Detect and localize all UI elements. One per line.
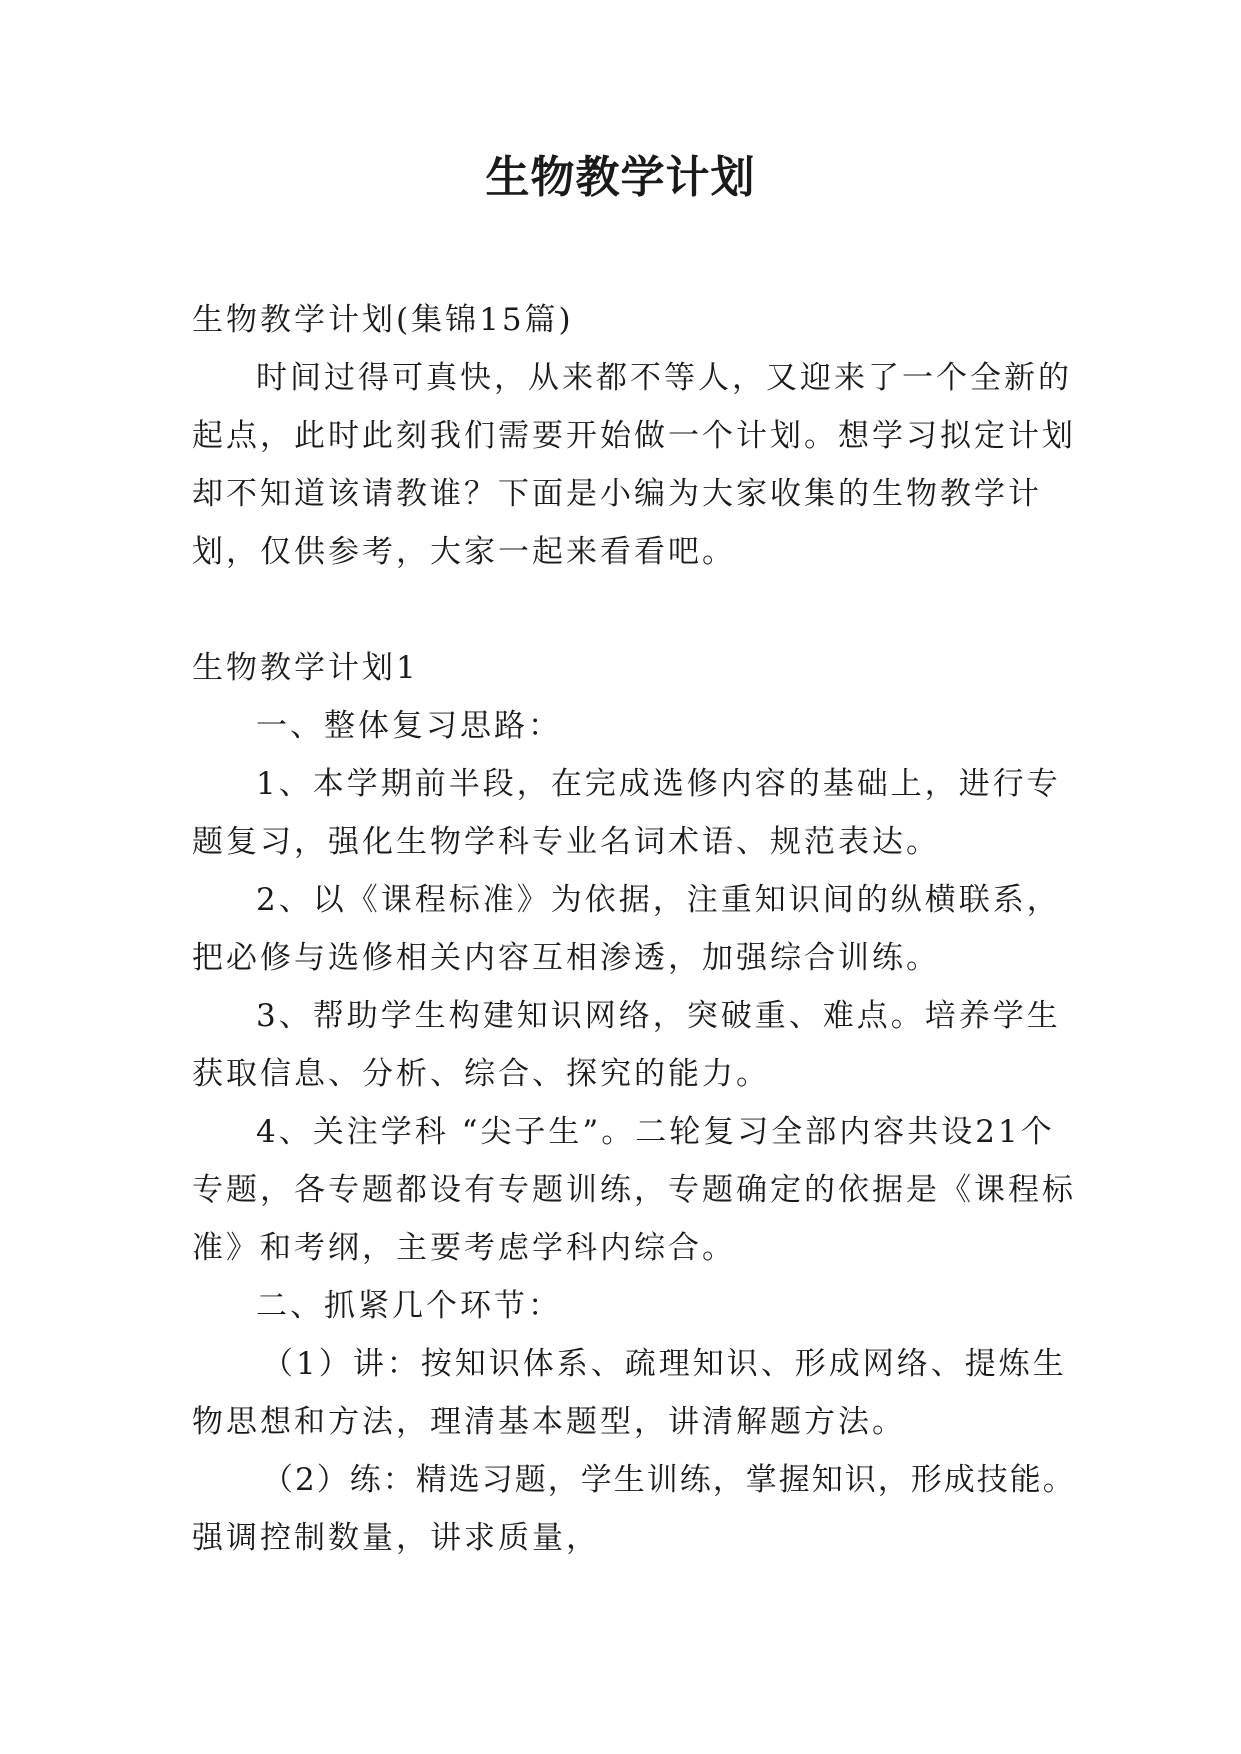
intro-line-3: 却不知道该请教谁？下面是小编为大家收集的生物教学计 [192, 476, 1042, 512]
item-1-line-2: 题复习，强化生物学科专业名词术语、规范表达。 [192, 824, 940, 860]
step-lecture-line-1: （1）讲：按知识体系、疏理知识、形成网络、提炼生 [262, 1346, 1067, 1382]
item-3-line-1: 3、帮助学生构建知识网络，突破重、难点。培养学生 [256, 998, 1061, 1034]
step-practice-line-2: 强调控制数量，讲求质量， [192, 1520, 600, 1556]
collection-subtitle: 生物教学计划(集锦15篇) [192, 302, 574, 338]
intro-line-1: 时间过得可真快，从来都不等人，又迎来了一个全新的 [256, 360, 1072, 396]
step-lecture-line-2: 物思想和方法，理清基本题型，讲清解题方法。 [192, 1404, 906, 1440]
intro-line-4: 划，仅供参考，大家一起来看看吧。 [192, 534, 736, 570]
item-4-line-1: 4、关注学科 “尖子生”。二轮复习全部内容共设21个 [256, 1114, 1055, 1150]
step-practice-line-1: （2）练：精选习题，学生训练，掌握知识，形成技能。 [262, 1462, 1076, 1498]
section-heading-plan-1: 生物教学计划1 [192, 650, 419, 686]
item-1-line-1: 1、本学期前半段，在完成选修内容的基础上，进行专 [256, 766, 1061, 802]
intro-line-2: 起点，此时此刻我们需要开始做一个计划。想学习拟定计划 [192, 418, 1076, 454]
heading-review-approach: 一、整体复习思路： [256, 708, 562, 744]
document-title: 生物教学计划 [485, 152, 756, 203]
item-4-line-2: 专题，各专题都设有专题训练，专题确定的依据是《课程标 [192, 1172, 1076, 1208]
item-4-line-3: 准》和考纲，主要考虑学科内综合。 [192, 1230, 736, 1266]
heading-key-steps: 二、抓紧几个环节： [256, 1288, 562, 1324]
item-2-line-2: 把必修与选修相关内容互相渗透，加强综合训练。 [192, 940, 940, 976]
item-3-line-2: 获取信息、分析、综合、探究的能力。 [192, 1056, 770, 1092]
item-2-line-1: 2、以《课程标准》为依据，注重知识间的纵横联系， [256, 882, 1061, 918]
